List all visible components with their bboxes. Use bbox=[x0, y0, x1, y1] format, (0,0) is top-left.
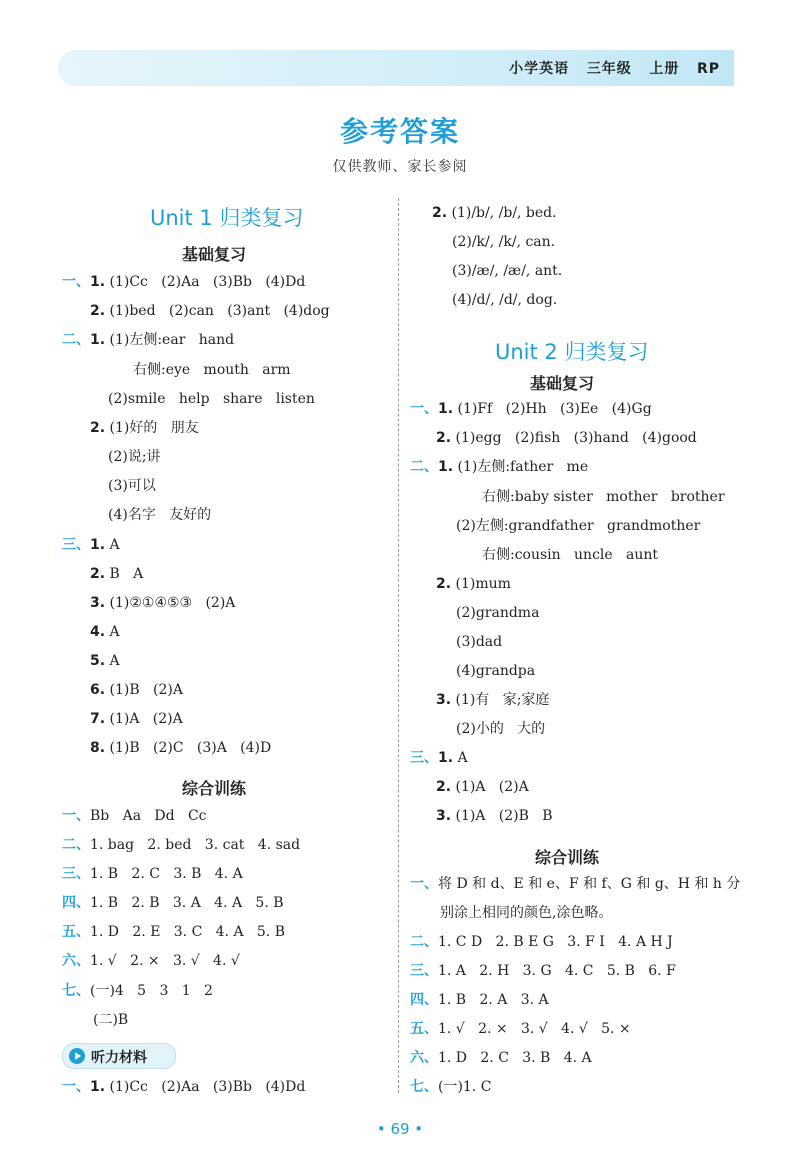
play-icon bbox=[69, 1048, 85, 1064]
answer-line: 2. (1)egg (2)fish (3)hand (4)good bbox=[436, 430, 697, 446]
answer-line: 6. (1)B (2)A bbox=[90, 682, 183, 698]
column-divider bbox=[398, 198, 399, 1093]
answer-line: 2. (1)bed (2)can (3)ant (4)dog bbox=[90, 303, 330, 319]
answer-line: 六、1. √ 2. × 3. √ 4. √ bbox=[62, 953, 240, 969]
unit1-basic-review-title: 基础复习 bbox=[182, 245, 247, 264]
answer-line: (4)grandpa bbox=[456, 663, 536, 679]
answer-line: 别涂上相同的颜色,涂色略。 bbox=[440, 905, 613, 921]
answer-line: 三、1. B 2. C 3. B 4. A bbox=[62, 866, 243, 882]
answer-line: (二)B bbox=[93, 1012, 129, 1028]
answer-line: 8. (1)B (2)C (3)A (4)D bbox=[90, 740, 272, 756]
answer-line: 右侧:eye mouth arm bbox=[133, 362, 291, 378]
answer-line: 二、1. C D 2. B E G 3. F I 4. A H J bbox=[410, 934, 673, 950]
unit1-comprehensive-title: 综合训练 bbox=[182, 779, 247, 798]
answer-line: 三、1. A bbox=[410, 750, 468, 766]
answer-line: 2. (1)mum bbox=[436, 576, 511, 592]
unit2-basic-review-title: 基础复习 bbox=[530, 374, 595, 393]
answer-line: 七、(一)4 5 3 1 2 bbox=[62, 983, 213, 999]
page-title: 参考答案 bbox=[339, 115, 460, 148]
answer-line: (2)grandma bbox=[456, 605, 540, 621]
answer-line: 右侧:baby sister mother brother bbox=[482, 489, 725, 505]
answer-line: 一、1. (1)Ff (2)Hh (3)Ee (4)Gg bbox=[410, 401, 652, 417]
answer-line: 3. (1)A (2)B B bbox=[436, 808, 553, 824]
answer-line: 5. A bbox=[90, 653, 120, 669]
answer-line: 3. (1)有 家;家庭 bbox=[436, 692, 550, 708]
header-text: 小学英语 三年级 上册 RP bbox=[509, 61, 720, 77]
answer-line: 三、1. A bbox=[62, 537, 120, 553]
answer-line: 右侧:cousin uncle aunt bbox=[482, 547, 659, 563]
answer-line: (4)/d/, /d/, dog. bbox=[452, 292, 558, 308]
answer-line: (3)dad bbox=[456, 634, 503, 650]
answer-line: 四、1. B 2. B 3. A 4. A 5. B bbox=[62, 895, 284, 911]
answer-line: (3)可以 bbox=[108, 478, 156, 494]
answer-line: (2)小的 大的 bbox=[456, 721, 546, 737]
page-subtitle: 仅供教师、家长参阅 bbox=[332, 159, 468, 175]
answer-line: 五、1. √ 2. × 3. √ 4. √ 5. × bbox=[410, 1021, 631, 1037]
answer-line: (2)smile help share listen bbox=[108, 391, 315, 407]
answer-line: 一、1. (1)Cc (2)Aa (3)Bb (4)Dd bbox=[62, 274, 306, 290]
page-number: • 69 • bbox=[376, 1120, 424, 1138]
answer-line: 一、1. (1)Cc (2)Aa (3)Bb (4)Dd bbox=[62, 1079, 306, 1095]
answer-line: 4. A bbox=[90, 624, 120, 640]
answer-line: 二、1. bag 2. bed 3. cat 4. sad bbox=[62, 837, 301, 853]
header-bar bbox=[58, 50, 734, 86]
answer-line: 2. B A bbox=[90, 566, 144, 582]
answer-line: 2. (1)A (2)A bbox=[436, 779, 529, 795]
answer-line: 3. (1)②①④⑤③ (2)A bbox=[90, 595, 236, 611]
answer-line: (2)说;讲 bbox=[108, 449, 161, 465]
answer-line: 一、将 D 和 d、E 和 e、F 和 f、G 和 g、H 和 h 分 bbox=[410, 876, 741, 892]
answer-line: 2. (1)/b/, /b/, bed. bbox=[432, 205, 557, 221]
answer-line: 四、1. B 2. A 3. A bbox=[410, 992, 549, 1008]
answer-line: 7. (1)A (2)A bbox=[90, 711, 183, 727]
answer-line: 三、1. A 2. H 3. G 4. C 5. B 6. F bbox=[410, 963, 676, 979]
unit2-comprehensive-title: 综合训练 bbox=[535, 848, 600, 867]
answer-line: 五、1. D 2. E 3. C 4. A 5. B bbox=[62, 924, 285, 940]
answer-line: 二、1. (1)左侧:ear hand bbox=[62, 332, 235, 348]
unit1-title: Unit 1 归类复习 bbox=[150, 206, 304, 230]
answer-line: (2)/k/, /k/, can. bbox=[452, 234, 556, 250]
listening-material-tag bbox=[62, 1043, 176, 1069]
answer-line: (3)/æ/, /æ/, ant. bbox=[452, 263, 563, 279]
unit2-title: Unit 2 归类复习 bbox=[495, 340, 649, 364]
answer-line: 2. (1)好的 朋友 bbox=[90, 420, 199, 436]
answer-line: 一、Bb Aa Dd Cc bbox=[62, 808, 207, 824]
answer-line: 二、1. (1)左侧:father me bbox=[410, 459, 589, 475]
answer-line: 六、1. D 2. C 3. B 4. A bbox=[410, 1050, 592, 1066]
answer-line: 七、(一)1. C bbox=[410, 1079, 492, 1095]
answer-line: (2)左侧:grandfather grandmother bbox=[456, 518, 701, 534]
listening-material-label: 听力材料 bbox=[91, 1050, 147, 1066]
answer-line: (4)名字 友好的 bbox=[108, 507, 212, 523]
